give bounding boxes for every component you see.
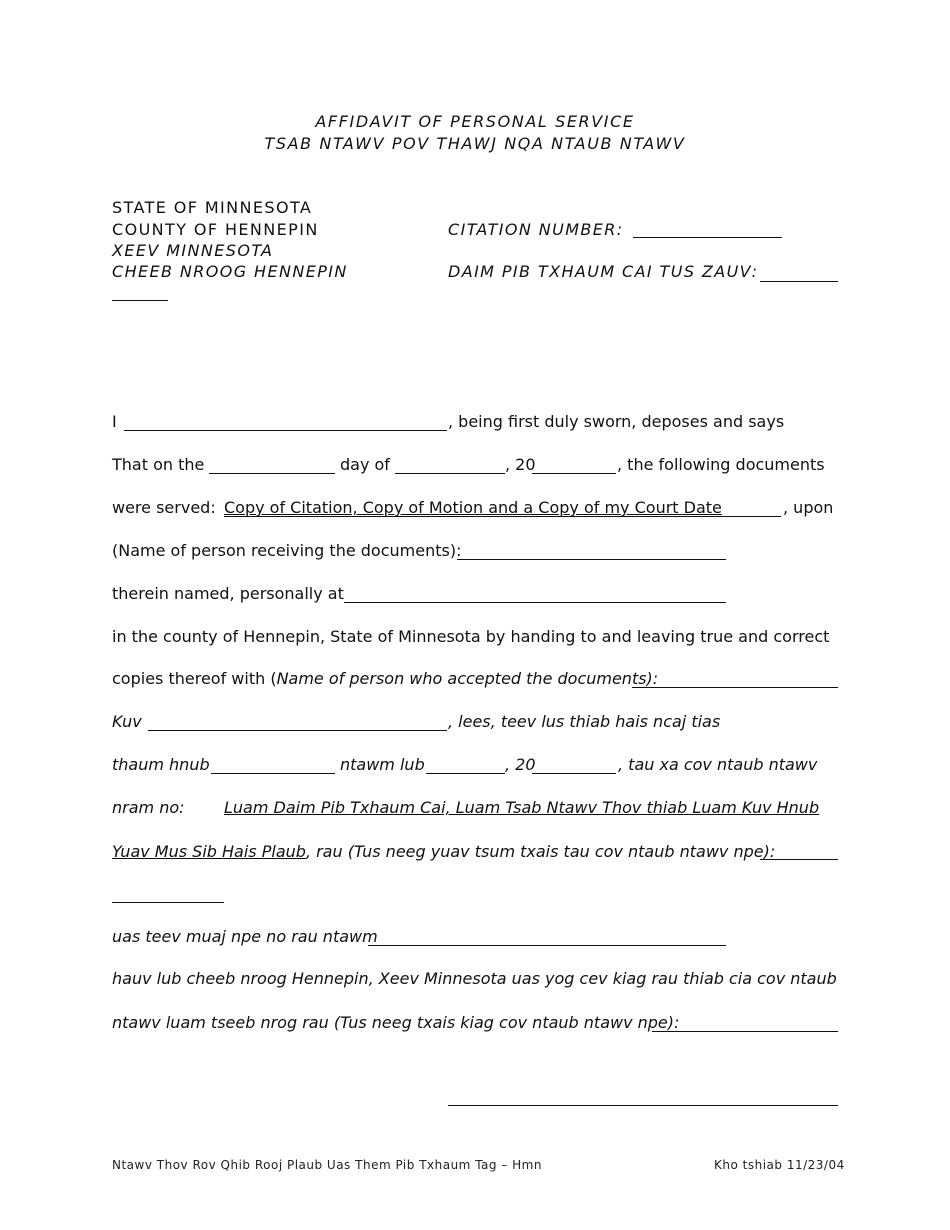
sworn-statement-hmong: , lees, teev lus thiab hais ncaj tias [448, 712, 721, 731]
served-label: were served: [112, 498, 216, 517]
sworn-statement: , being first duly sworn, deposes and says [448, 412, 785, 431]
service-year-label-hmong: , 20 [505, 755, 536, 774]
county-label: COUNTY OF HENNEPIN [112, 220, 319, 239]
service-day-label: That on the [112, 455, 205, 474]
receiving-person-label: (Name of person receiving the documents): [112, 541, 462, 560]
accepting-person-field[interactable] [632, 687, 838, 688]
documents-label: , the following documents [617, 455, 825, 474]
service-month-field[interactable] [395, 473, 505, 474]
service-day-field[interactable] [209, 473, 335, 474]
service-month-label-hmong: ntawm lub [340, 755, 425, 774]
caption-underline [112, 300, 168, 301]
service-day-field-hmong[interactable] [211, 773, 335, 774]
served-documents-underline [224, 516, 781, 517]
copies-with-label: copies thereof with (Name of person who accepted the documents): [112, 669, 659, 688]
accepting-person-field-hmong[interactable] [652, 1031, 838, 1032]
address-label-hmong: uas teev muaj npe no rau ntawm [112, 927, 378, 946]
service-address-field[interactable] [344, 602, 726, 603]
service-address-field-hmong[interactable] [368, 945, 726, 946]
kuv-label: Kuv [112, 712, 142, 731]
service-year-label: , 20 [505, 455, 536, 474]
receiving-person-field-hmong[interactable] [760, 859, 838, 860]
documents-label-hmong: , tau xa cov ntaub ntawv [618, 755, 818, 774]
personally-at-label: therein named, personally at [112, 584, 344, 603]
served-documents-hmong-1: Luam Daim Pib Txhaum Cai, Luam Tsab Ntawv Thov thiab Luam Kuv Hnub [224, 798, 820, 817]
receiving-person-field-hmong-cont[interactable] [112, 902, 224, 903]
county-statement-hmong: hauv lub cheeb nroog Hennepin, Xeev Minnesota uas yog cev kiag rau thiab cia cov ntaub [112, 969, 837, 988]
county-statement: in the county of Hennepin, State of Minnesota by handing to and leaving true and correct [112, 627, 830, 646]
title-english: AFFIDAVIT OF PERSONAL SERVICE [315, 112, 635, 131]
accepting-person-label-hmong: ntawv luam tseeb nrog rau (Tus neeg txais kiag cov ntaub ntawv npe): [112, 1013, 680, 1032]
citation-number-field-hmong[interactable] [760, 281, 838, 282]
title-hmong: TSAB NTAWV POV THAWJ NQA NTAUB NTAWV [264, 134, 686, 153]
affiant-name-field[interactable] [124, 430, 447, 431]
served-documents-hmong-2-line: Yuav Mus Sib Hais Plaub, rau (Tus neeg yuav tsum txais tau cov ntaub ntawv npe): [112, 842, 776, 861]
footer-revision: Kho tshiab 11/23/04 [714, 1158, 845, 1172]
body-line-1: I [112, 412, 117, 431]
service-month-field-hmong[interactable] [426, 773, 505, 774]
citation-number-label: CITATION NUMBER: [448, 220, 624, 239]
receiving-person-field[interactable] [457, 559, 726, 560]
citation-number-label-hmong: DAIM PIB TXHAUM CAI TUS ZAUV: [448, 262, 759, 281]
served-documents: Copy of Citation, Copy of Motion and a Copy of my Court Date [224, 498, 722, 517]
signature-line[interactable] [448, 1105, 838, 1106]
nram-no-label: nram no: [112, 798, 185, 817]
county-label-hmong: CHEEB NROOG HENNEPIN [112, 262, 348, 281]
service-day-label-hmong: thaum hnub [112, 755, 210, 774]
service-year-field[interactable] [532, 473, 616, 474]
citation-number-field[interactable] [633, 237, 782, 238]
state-label-hmong: XEEV MINNESOTA [112, 241, 274, 260]
state-label: STATE OF MINNESOTA [112, 198, 313, 217]
service-year-field-hmong[interactable] [532, 773, 616, 774]
service-month-label: day of [340, 455, 390, 474]
footer-form-name: Ntawv Thov Rov Qhib Rooj Plaub Uas Them Pib Txhaum Tag – Hmn [112, 1158, 542, 1172]
upon-label: , upon [783, 498, 834, 517]
affiant-name-field-hmong[interactable] [148, 730, 447, 731]
